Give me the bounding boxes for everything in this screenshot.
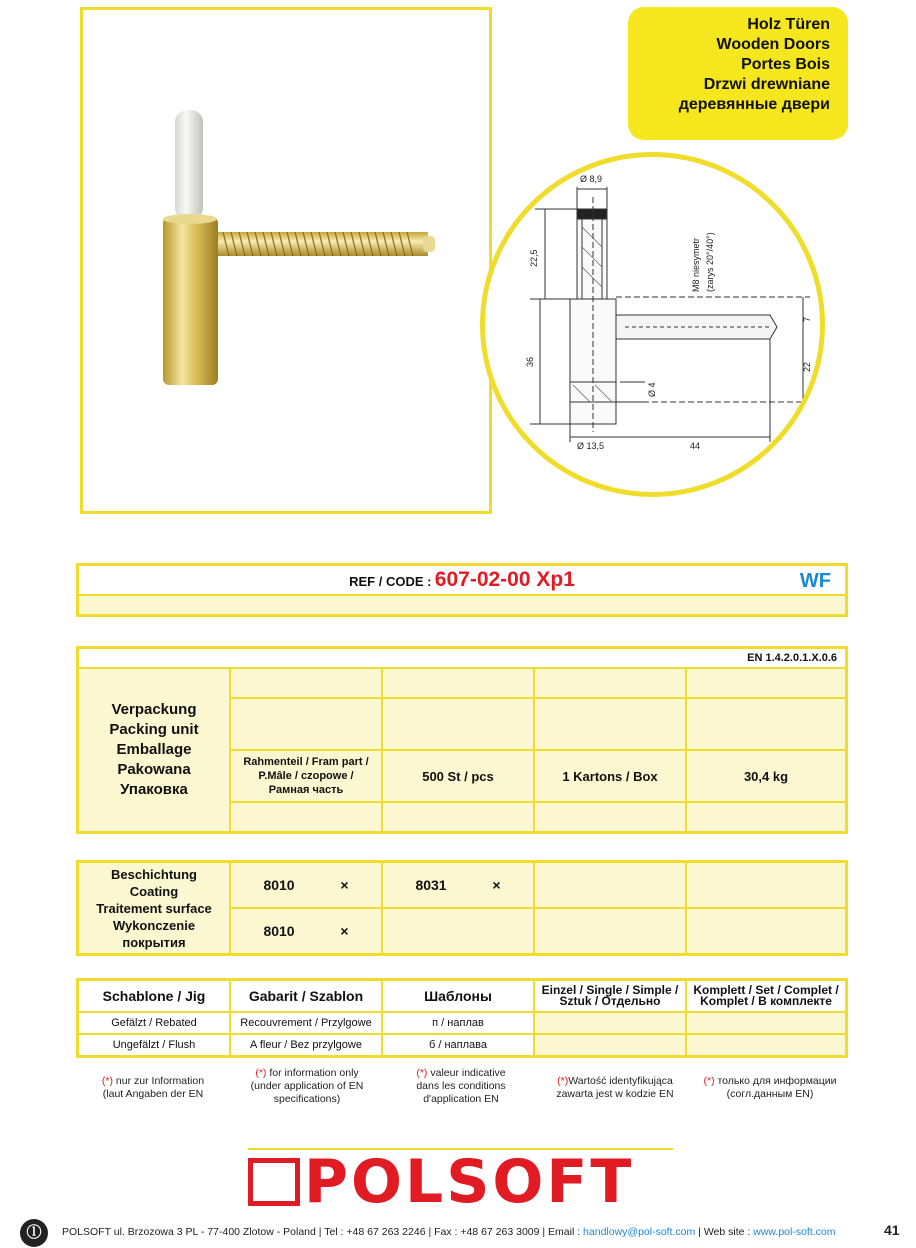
packing-cell: [534, 698, 686, 750]
dim-7: 7: [802, 316, 812, 322]
note: [76, 1075, 230, 1101]
note-text: (laut Angaben der EN: [102, 1088, 204, 1100]
jig-set-line: Komplet / В комплекте: [700, 994, 832, 1008]
coating-cell: [686, 908, 847, 955]
note-star: (*): [703, 1075, 715, 1087]
packing-cell: [382, 668, 534, 698]
ref-code-cell: [78, 565, 847, 596]
page-number: 41: [884, 1222, 900, 1238]
footer-address: POLSOFT ul. Brzozowa 3 PL - 77-400 Zlotow - Poland | Tel : +48 67 263 2246 | Fax : +48 67 263 3009 | Email :: [62, 1226, 584, 1238]
jig-single-header: [534, 980, 686, 1013]
coating-cell: [382, 908, 534, 955]
ref-code-table: [76, 563, 848, 617]
ref-label: REF / CODE :: [349, 574, 432, 589]
jig-cell: [534, 1012, 686, 1034]
en-code: EN 1.4.2.0.1.X.0.6: [78, 648, 847, 669]
part-line: P.Mâle / czopowe /: [258, 770, 354, 782]
pieces-per-unit: 500 St / pcs: [382, 750, 534, 802]
packing-cell: [686, 698, 847, 750]
jig-cell: [686, 1034, 847, 1057]
note-text: Wartość identyfikująca: [568, 1075, 673, 1087]
note-text: valeur indicative: [427, 1067, 506, 1079]
coating-table: [76, 860, 848, 956]
coating-code: 8010: [263, 877, 295, 893]
note-text: dans les conditions: [416, 1080, 506, 1092]
dim-d4: Ø 4: [647, 382, 657, 397]
hinge-photo: [83, 10, 489, 511]
door-type-line: Portes Bois: [741, 56, 830, 73]
dim-m8: M8 niesymetr: [691, 237, 701, 292]
note: [538, 1075, 692, 1101]
brand-name: POLSOFT: [304, 1147, 635, 1217]
packing-cell: [230, 698, 382, 750]
jig-header: Gabarit / Szablon: [230, 980, 382, 1013]
coating-option: [230, 908, 382, 955]
door-type-line: Holz Türen: [747, 16, 830, 33]
note-star: (*): [255, 1067, 267, 1079]
ref-empty-row: [78, 595, 847, 616]
coating-title-line: Beschichtung: [111, 866, 197, 882]
door-type-line: деревянные двери: [678, 96, 830, 113]
note-text: for information only: [266, 1067, 359, 1079]
packing-title-line: Упаковка: [120, 781, 188, 798]
packing-title-line: Packing unit: [109, 721, 199, 738]
note-star: (*): [416, 1067, 428, 1079]
packing-title: [78, 668, 231, 833]
coating-cell: [534, 908, 686, 955]
footer-email-link[interactable]: handlowy@pol-soft.com: [583, 1226, 696, 1238]
note-star: (*): [101, 1075, 114, 1087]
note-text: nur zur Information: [113, 1075, 205, 1087]
boxes-count: 1 Kartons / Box: [534, 750, 686, 802]
packing-table: [76, 646, 848, 834]
packing-title-line: Verpackung: [111, 701, 197, 718]
coating-code: 8010: [263, 923, 295, 939]
jig-cell: [534, 1034, 686, 1057]
packing-title-line: Pakowana: [117, 761, 191, 778]
coating-title-line: покрытия: [122, 934, 186, 950]
jig-cell: Ungefälzt / Flush: [78, 1034, 231, 1057]
jig-cell: Gefälzt / Rebated: [78, 1012, 231, 1034]
footer-web-link[interactable]: www.pol-soft.com: [753, 1226, 836, 1238]
footer-contact: [62, 1226, 836, 1238]
note: [230, 1067, 384, 1106]
dim-d135: Ø 13,5: [577, 441, 605, 451]
unit-weight: 30,4 kg: [686, 750, 847, 802]
jig-single-line: Sztuk / Отдельно: [559, 994, 661, 1008]
jig-cell: Recouvrement / Przylgowe: [230, 1012, 382, 1034]
coating-cell: [534, 862, 686, 909]
jig-cell: A fleur / Bez przylgowe: [230, 1034, 382, 1057]
jig-set-header: [686, 980, 847, 1013]
note-text: только для информации: [714, 1075, 837, 1087]
logo-badge-icon: ⓛ: [20, 1219, 48, 1247]
note-text: zawarta jest w kodzie EN: [556, 1088, 674, 1100]
coating-title-line: Traitement surface: [96, 900, 212, 916]
packing-cell: [686, 802, 847, 833]
jig-cell: [686, 1012, 847, 1034]
jig-single-line: Einzel / Single / Simple /: [541, 983, 679, 997]
coating-option: [382, 862, 534, 909]
note: [692, 1075, 848, 1101]
dim-44: 44: [690, 441, 701, 451]
dim-diameter-top: Ø 8,9: [580, 174, 603, 184]
note-star: (*): [557, 1075, 569, 1087]
packing-cell: [686, 668, 847, 698]
jig-set-line: Komplett / Set / Complet /: [693, 983, 839, 997]
ref-code: 607-02-00 Xp1: [434, 568, 575, 591]
packing-cell: [230, 802, 382, 833]
ref-suffix: WF: [799, 570, 831, 592]
footer-web-label: | Web site :: [695, 1226, 754, 1238]
coating-title-line: Wykonczenie: [112, 917, 196, 933]
coating-option: [230, 862, 382, 909]
coating-mark: ×: [340, 923, 349, 939]
dim-22: 22: [802, 361, 812, 372]
technical-drawing: [485, 157, 820, 492]
door-type-line: Wooden Doors: [716, 36, 830, 53]
jig-header: Schablone / Jig: [78, 980, 231, 1013]
note-text: (under application of EN: [250, 1080, 364, 1092]
packing-cell: [382, 802, 534, 833]
coating-cell: [686, 862, 847, 909]
logo-square-icon: [248, 1158, 300, 1206]
coating-title: [78, 862, 231, 955]
part-line: Rahmenteil / Fram part /: [243, 756, 369, 768]
dim-36: 36: [525, 356, 535, 367]
note: [384, 1067, 538, 1106]
coating-code: 8031: [415, 877, 447, 893]
dim-225: 22,5: [529, 249, 539, 267]
notes-row: [76, 1067, 848, 1117]
packing-title-line: Emballage: [116, 741, 192, 758]
note-text: specifications): [273, 1093, 341, 1105]
part-line: Рамная часть: [268, 784, 344, 796]
technical-drawing-circle: [480, 152, 825, 497]
door-type-line: Drzwi drewniane: [703, 76, 830, 93]
jig-header: Шаблоны: [382, 980, 534, 1013]
product-photo-frame: [80, 7, 492, 514]
coating-title-line: Coating: [129, 883, 179, 899]
door-type-box: [628, 7, 848, 140]
packing-cell: [534, 668, 686, 698]
coating-mark: ×: [340, 877, 349, 893]
packing-cell: [534, 802, 686, 833]
note-text: (согл.данным EN): [726, 1088, 814, 1100]
coating-mark: ×: [492, 877, 501, 893]
jig-cell: п / наплав: [382, 1012, 534, 1034]
note-text: d'application EN: [423, 1093, 499, 1105]
jig-table: [76, 978, 848, 1058]
packing-cell: [230, 668, 382, 698]
jig-cell: б / наплава: [382, 1034, 534, 1057]
packing-cell: [382, 698, 534, 750]
dim-zarys: (zarys 20°/40°): [705, 232, 715, 292]
part-type: [230, 750, 382, 802]
